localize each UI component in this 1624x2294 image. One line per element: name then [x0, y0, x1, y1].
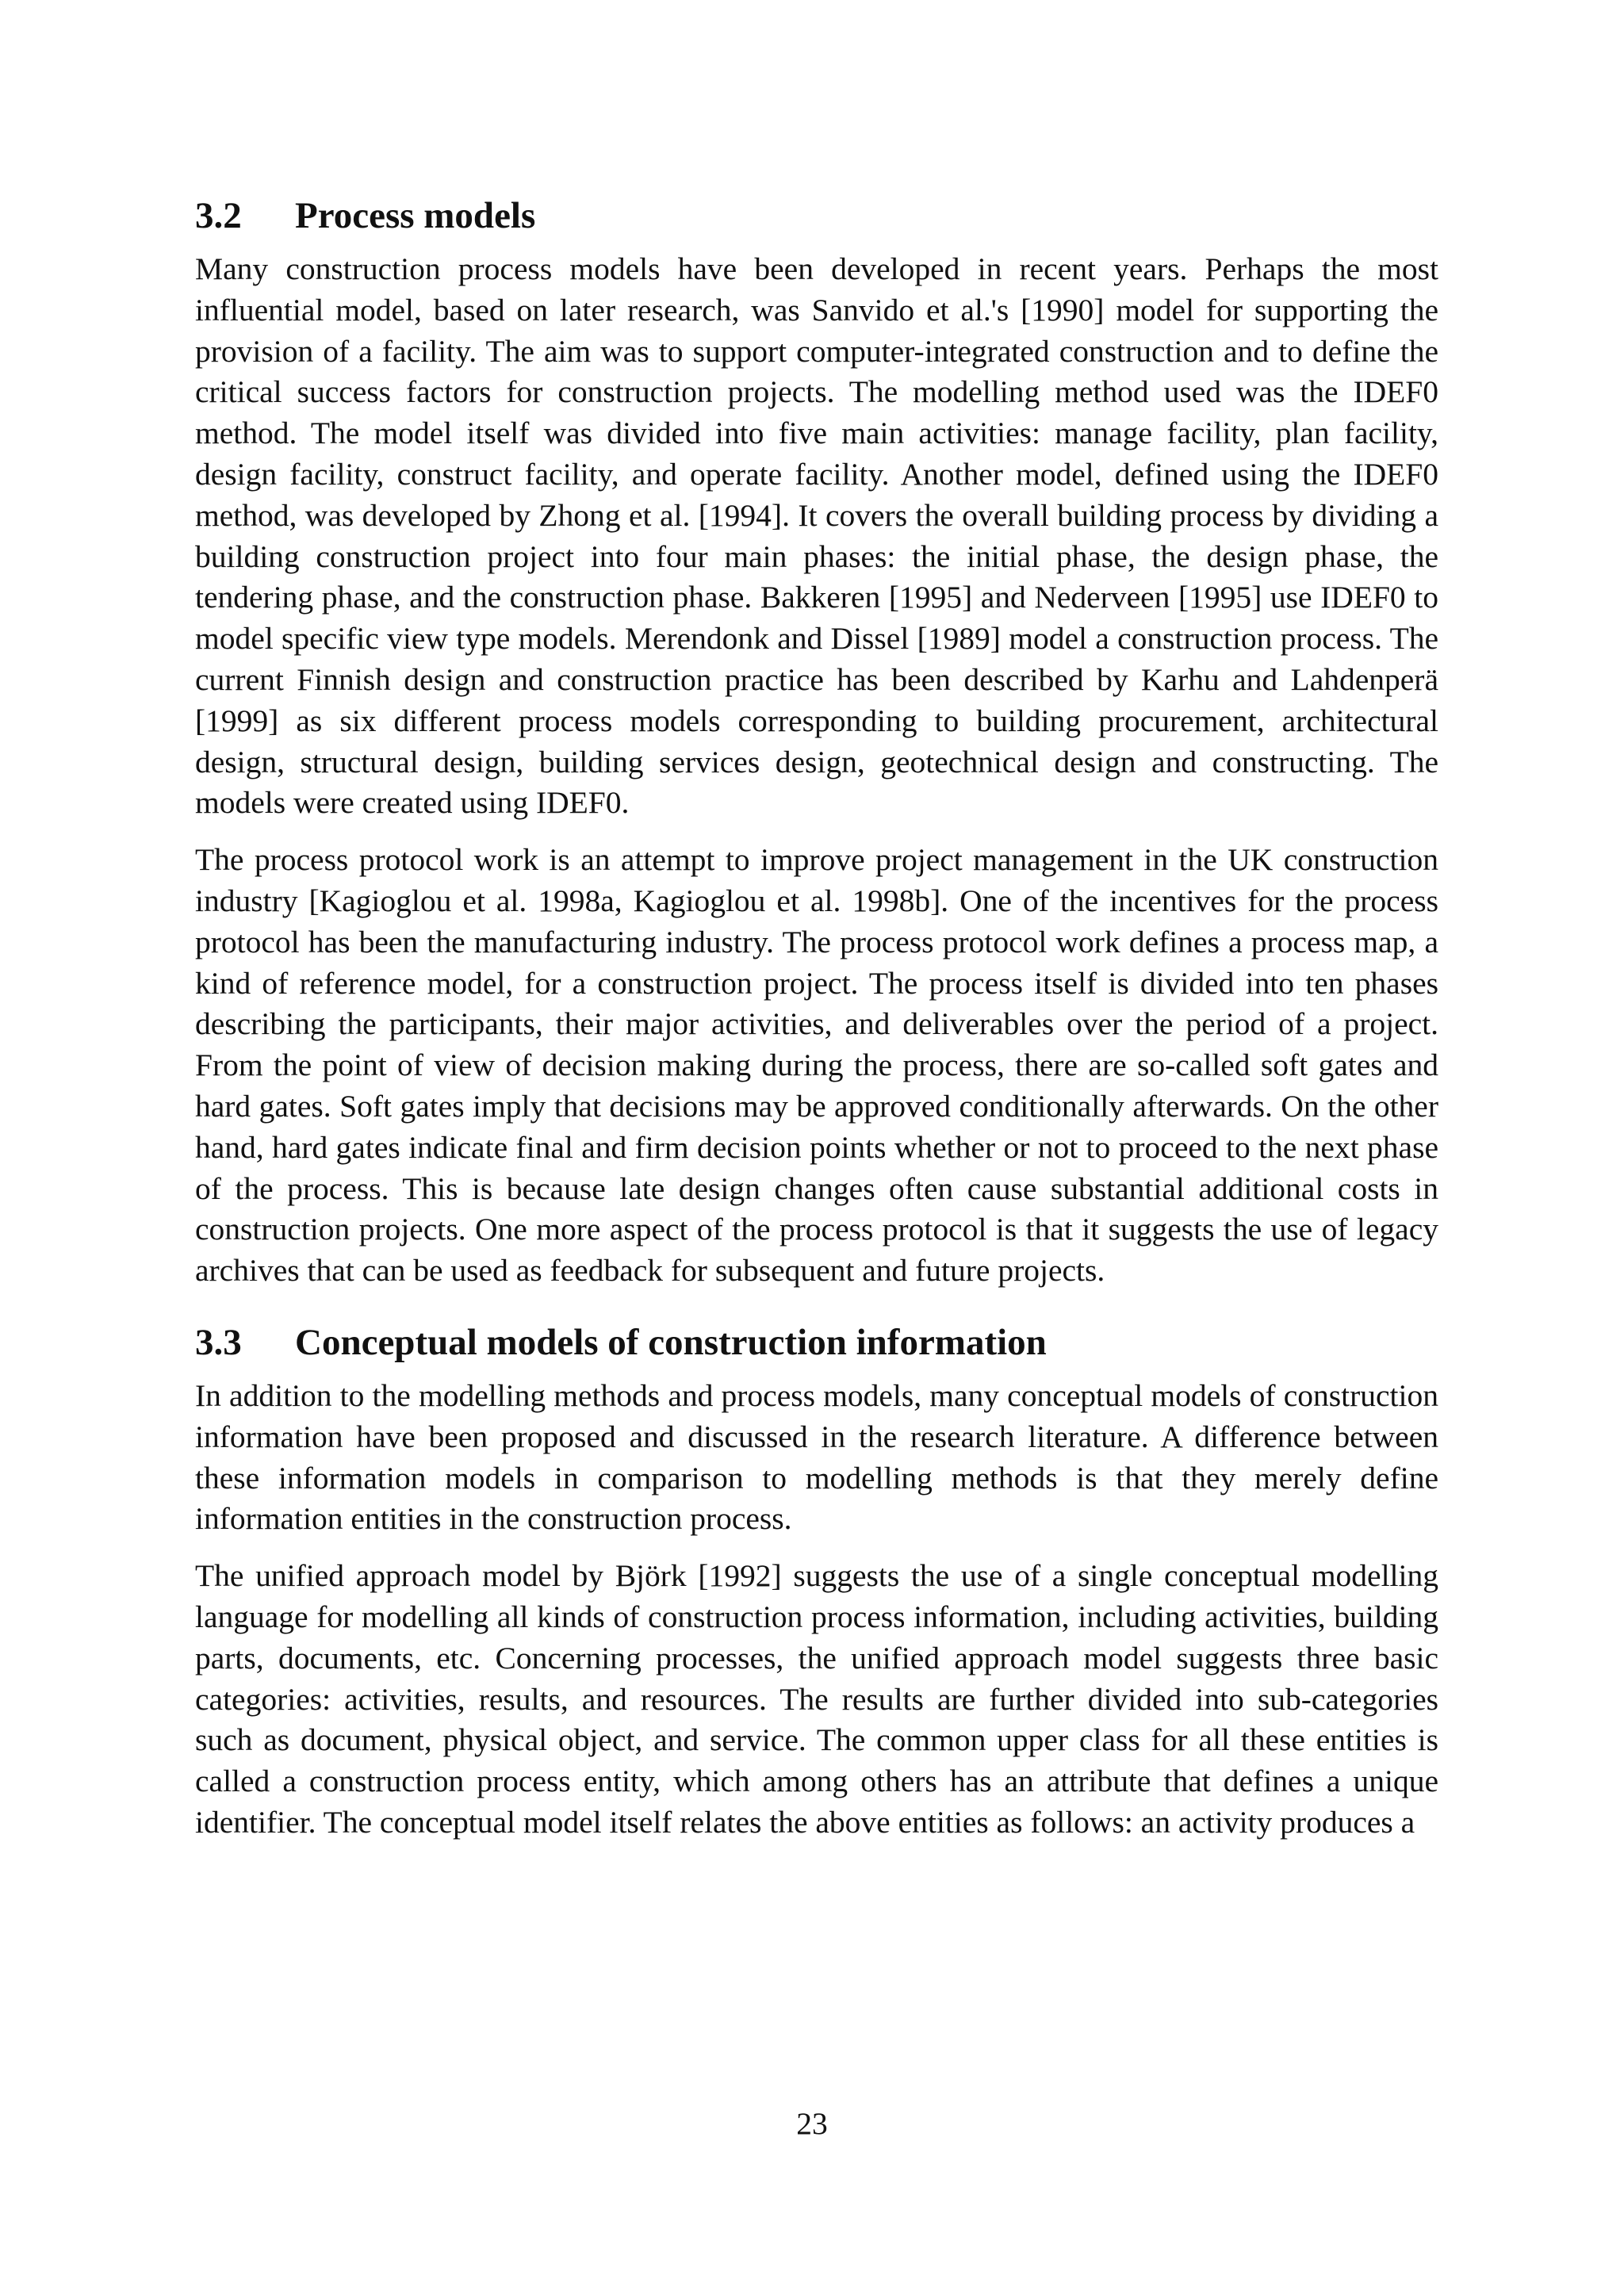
section-number: 3.3: [195, 1321, 242, 1363]
paragraph: Many construction process models have been developed in recent years. Perhaps the most influential model, based on later research, was Sanvido et al.'s [1990] model for supporting the provision of a facility. The aim was to support computer-integrated construction and to define the critical success factors for construction projects. The modelling method used was the IDEF0 method. The model itself was divided into five main activities: manage facility, plan facility, design facility, construct facility, and operate facility. Another model, defined using the IDEF0 method, was developed by Zhong et al. [1994]. It covers the overall building process by dividing a building construction project into four main phases: the initial phase, the design phase, the tendering phase, and the construction phase. Bakkeren [1995] and Nederveen [1995] use IDEF0 to model specific view type models. Merendonk and Dissel [1989] model a construction process. The current Finnish design and construction practice has been described by Karhu and Lahdenperä [1999] as six different process models corresponding to building procurement, architectural design, structural design, building services design, geotechnical design and constructing. The models were created using IDEF0.: [195, 251, 1438, 821]
page-body: [195, 190, 1438, 1844]
paragraph: In addition to the modelling methods and process models, many conceptual models of construction information have been proposed and discussed in the research literature. A difference between these information models in comparison to modelling methods is that they merely define information entities in the construction process.: [195, 1377, 1438, 1537]
section-title: Conceptual models of construction information: [295, 1321, 1047, 1363]
paragraph: The process protocol work is an attempt to improve project management in the UK construction industry [Kagioglou et al. 1998a, Kagioglou et al. 1998b]. One of the incentives for the process protocol has been the manufacturing industry. The process protocol work defines a process map, a kind of reference model, for a construction project. The process itself is divided into ten phases describing the participants, their major activities, and deliverables over the period of a project. From the point of view of decision making during the process, there are so-called soft gates and hard gates. Soft gates imply that decisions may be approved conditionally afterwards. On the other hand, hard gates indicate final and firm decision points whether or not to proceed to the next phase of the process. This is because late design changes often cause substantial additional costs in construction projects. One more aspect of the process protocol is that it suggests the use of legacy archives that can be used as feedback for subsequent and future projects.: [195, 842, 1438, 1289]
section-heading-3-3: [195, 1317, 1438, 1368]
section-number: 3.2: [195, 195, 242, 236]
paragraph: The unified approach model by Björk [1992] suggests the use of a single conceptual modelling language for modelling all kinds of construction process information, including activities, building parts, documents, etc. Concerning processes, the unified approach model suggests three basic categories: activities, results, and resources. The results are further divided into sub-categories such as document, physical object, and service. The common upper class for all these entities is called a construction process entity, which among others has an attribute that defines a unique identifier. The conceptual model itself relates the above entities as follows: an activity produces a: [195, 1558, 1438, 1840]
page-number: 23: [796, 2106, 828, 2141]
section-title: Process models: [295, 195, 536, 236]
section-heading-3-2: [195, 190, 1438, 241]
